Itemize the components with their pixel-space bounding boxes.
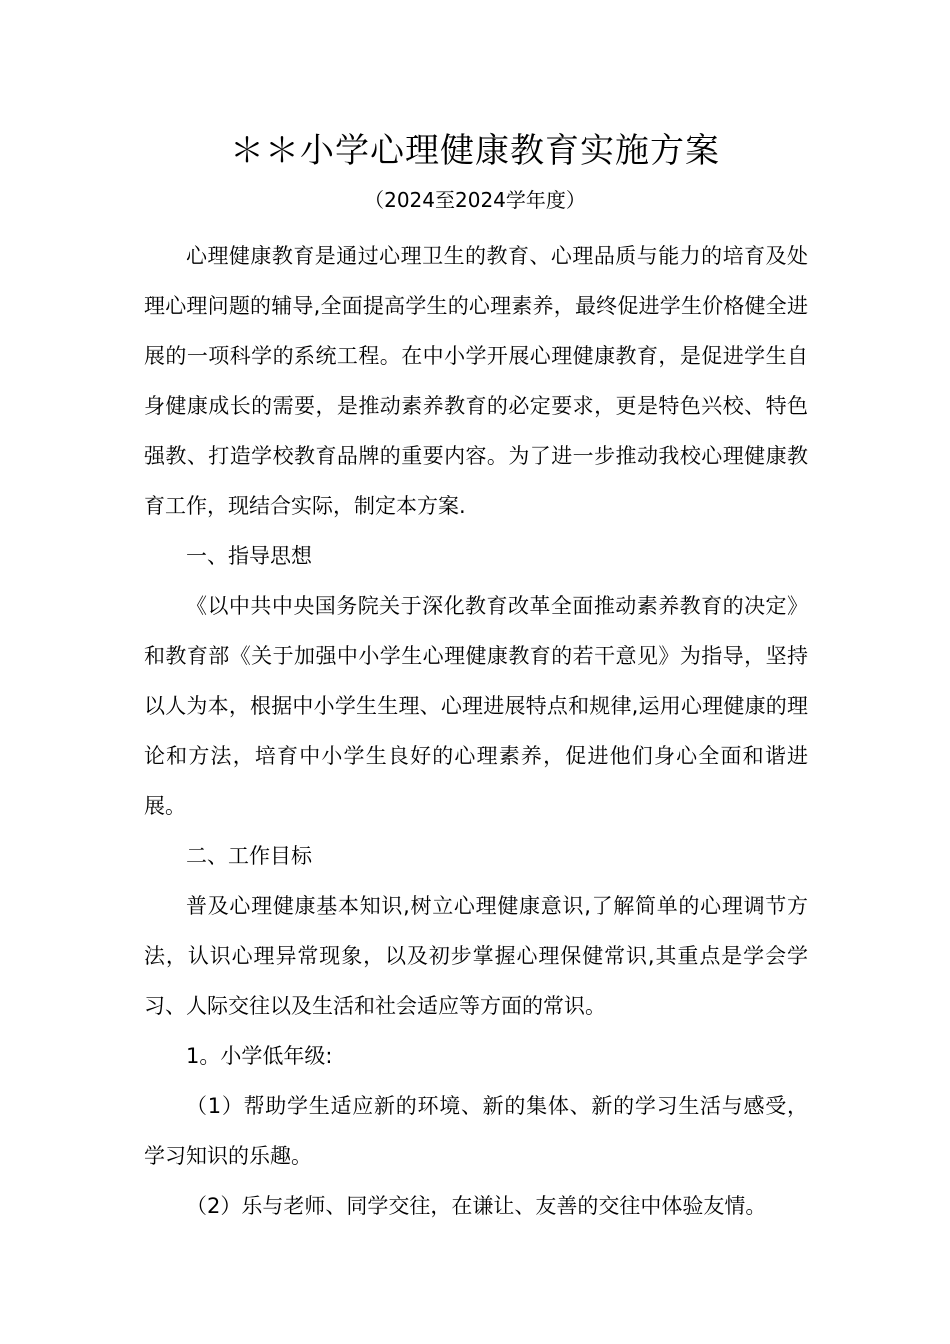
- guiding-ideology-paragraph: 《以中共中央国务院关于深化教育改革全面推动素养教育的决定》和教育部《关于加强中小学生心理健康教育的若干意见》为指导，坚持以人为本，根据中小学生生理、心理进展特点和规律,运用心理健康的理论和方法，培育中小学生良好的心理素养，促进他们身心全面和谐进展。: [144, 594, 808, 818]
- document-body: [144, 231, 808, 1231]
- subheading-lower-grades: 1。小学低年级:: [186, 1044, 333, 1068]
- section-heading-guiding-ideology: 一、指导思想: [186, 544, 312, 568]
- intro-paragraph: 心理健康教育是通过心理卫生的教育、心理品质与能力的培育及处理心理问题的辅导,全面提高学生的心理素养，最终促进学生价格健全进展的一项科学的系统工程。在中小学开展心理健康教育，是促进学生自身健康成长的需要，是推动素养教育的必定要求，更是特色兴校、特色强教、打造学校教育品牌的重要内容。为了进一步推动我校心理健康教育工作，现结合实际，制定本方案.: [144, 244, 808, 518]
- list-item-1: （1）帮助学生适应新的环境、新的集体、新的学习生活与感受，学习知识的乐趣。: [144, 1094, 808, 1168]
- document-title: ＊＊小学心理健康教育实施方案: [230, 131, 720, 171]
- section-heading-work-goals: 二、工作目标: [186, 844, 312, 868]
- work-goals-paragraph: 普及心理健康基本知识,树立心理健康意识,了解简单的心理调节方法，认识心理异常现象，以及初步掌握心理保健常识,其重点是学会学习、人际交往以及生活和社会适应等方面的常识。: [144, 894, 808, 1018]
- document-subtitle: （2024至2024学年度）: [364, 188, 586, 212]
- list-item-2: （2）乐与老师、同学交往，在谦让、友善的交往中体验友情。: [186, 1194, 767, 1218]
